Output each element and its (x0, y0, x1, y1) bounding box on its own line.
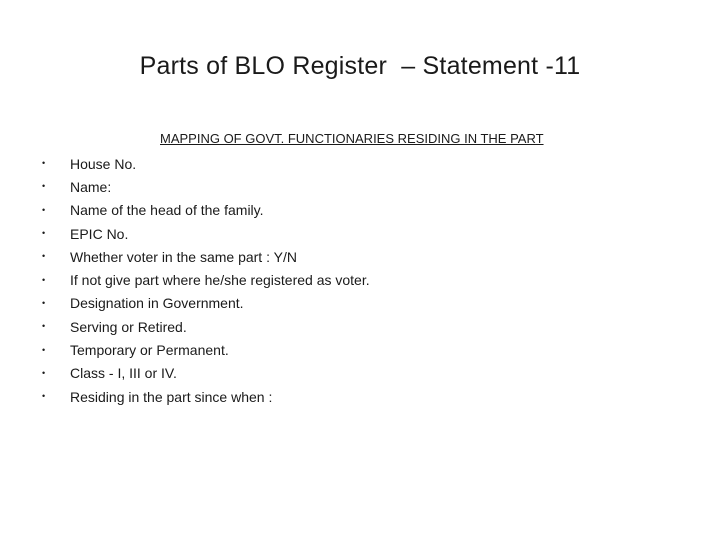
list-item-label: Residing in the part since when : (70, 388, 273, 405)
field-list (42, 152, 370, 408)
list-item (42, 152, 370, 175)
list-item (42, 245, 370, 268)
bullet-icon: • (42, 204, 46, 215)
list-item-label: Serving or Retired. (70, 318, 187, 335)
bullet-icon: • (42, 297, 46, 308)
bullet-icon: • (42, 367, 46, 378)
bullet-icon: • (42, 321, 46, 332)
slide-title: Parts of BLO Register – Statement -11 (139, 52, 581, 80)
list-item-label: EPIC No. (70, 225, 129, 242)
bullet-icon: • (42, 391, 46, 402)
mapping-subheading: MAPPING OF GOVT. FUNCTIONARIES RESIDING IN THE PART (160, 131, 544, 146)
list-item (42, 175, 370, 198)
list-item-label: Temporary or Permanent. (70, 342, 229, 359)
bullet-icon: • (42, 158, 46, 169)
list-item (42, 362, 370, 385)
list-item (42, 222, 370, 245)
bullet-icon: • (42, 344, 46, 355)
bullet-icon: • (42, 228, 46, 239)
bullet-icon: • (42, 181, 46, 192)
list-item-label: Designation in Government. (70, 295, 244, 312)
list-item (42, 199, 370, 222)
bullet-icon: • (42, 274, 46, 285)
list-item-label: House No. (70, 155, 137, 172)
list-item (42, 385, 370, 408)
list-item-label: Name: (70, 178, 112, 195)
list-item-label: Name of the head of the family. (70, 202, 264, 219)
list-item (42, 315, 370, 338)
list-item (42, 268, 370, 291)
list-item (42, 292, 370, 315)
bullet-icon: • (42, 251, 46, 262)
list-item-label: If not give part where he/she registered as voter. (70, 272, 370, 289)
list-item-label: Whether voter in the same part : Y/N (70, 248, 297, 265)
list-item-label: Class - I, III or IV. (70, 365, 177, 382)
list-item (42, 338, 370, 361)
